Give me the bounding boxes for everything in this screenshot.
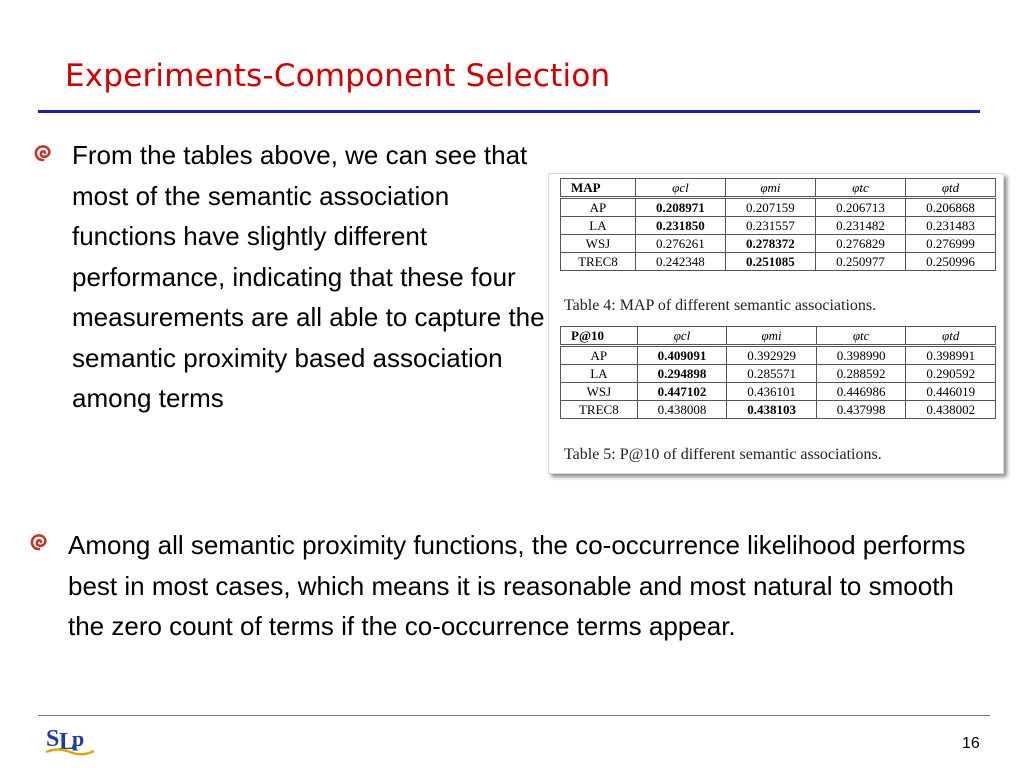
table-row (561, 235, 996, 253)
p10-table (560, 326, 996, 419)
slide-title: Experiments-Component Selection (65, 58, 611, 94)
table-row-label: TREC8 (561, 253, 636, 271)
table-caption-p10: Table 5: P@10 of different semantic associations. (564, 446, 882, 463)
bullet-text-1: From the tables above, we can see that most of the semantic association functions have slightly different performance, indicating that these four measurements are all able to capture the semantic proximity based association among terms (72, 140, 545, 413)
table-header-function: φmi (727, 327, 817, 346)
table-row-label: LA (561, 217, 636, 235)
table-cell: 0.446019 (906, 383, 996, 401)
table-cell: 0.231850 (635, 217, 725, 235)
table-cell: 0.288592 (816, 365, 906, 383)
table-row (561, 253, 996, 271)
table-cell: 0.285571 (727, 365, 817, 383)
table-cell: 0.409091 (637, 346, 727, 365)
table-row (561, 365, 996, 383)
table-header-metric: P@10 (561, 327, 638, 346)
table-cell: 0.242348 (635, 253, 725, 271)
table-cell: 0.398991 (906, 346, 996, 365)
table-caption-map: Table 4: MAP of different semantic associations. (564, 297, 877, 314)
table-row-label: WSJ (561, 235, 636, 253)
table-row-label: AP (561, 346, 638, 365)
table-cell: 0.398990 (816, 346, 906, 365)
table-cell: 0.206713 (815, 198, 905, 217)
page-number: 16 (962, 735, 980, 752)
table-cell: 0.207159 (725, 198, 815, 217)
table-cell: 0.231557 (725, 217, 815, 235)
table-cell: 0.231483 (905, 217, 995, 235)
table-header-function: φtd (905, 179, 995, 198)
results-tables-panel (548, 173, 1004, 474)
table-cell: 0.250996 (905, 253, 995, 271)
table-cell: 0.276261 (635, 235, 725, 253)
table-cell: 0.392929 (727, 346, 817, 365)
title-underline (38, 110, 980, 113)
table-row (561, 217, 996, 235)
table-row-label: TREC8 (561, 401, 638, 419)
table-cell: 0.438008 (637, 401, 727, 419)
table-header-function: φtd (906, 327, 996, 346)
table-cell: 0.206868 (905, 198, 995, 217)
table-cell: 0.437998 (816, 401, 906, 419)
table-row (561, 383, 996, 401)
slp-logo (44, 722, 96, 758)
table-cell: 0.438103 (727, 401, 817, 419)
table-row-label: LA (561, 365, 638, 383)
svg-text:S: S (46, 726, 60, 752)
swirl-bullet-icon (34, 144, 52, 162)
table-cell: 0.278372 (725, 235, 815, 253)
table-row-label: WSJ (561, 383, 638, 401)
table-cell: 0.438002 (906, 401, 996, 419)
table-header-function: φtc (816, 327, 906, 346)
table-cell: 0.290592 (906, 365, 996, 383)
table-cell: 0.447102 (637, 383, 727, 401)
table-header-function: φtc (815, 179, 905, 198)
table-cell: 0.436101 (727, 383, 817, 401)
table-cell: 0.208971 (635, 198, 725, 217)
swirl-bullet-icon (30, 533, 48, 551)
table-row-label: AP (561, 198, 636, 217)
table-header-function: φmi (725, 179, 815, 198)
table-header-function: φcl (637, 327, 727, 346)
table-row (561, 401, 996, 419)
table-cell: 0.231482 (815, 217, 905, 235)
map-table (560, 178, 996, 271)
table-cell: 0.446986 (816, 383, 906, 401)
table-cell: 0.250977 (815, 253, 905, 271)
table-cell: 0.276999 (905, 235, 995, 253)
table-cell: 0.251085 (725, 253, 815, 271)
table-header-metric: MAP (561, 179, 636, 198)
table-header-function: φcl (635, 179, 725, 198)
footer-rule (38, 715, 990, 716)
table-row (561, 346, 996, 365)
table-cell: 0.294898 (637, 365, 727, 383)
table-cell: 0.276829 (815, 235, 905, 253)
svg-text:L: L (59, 729, 76, 755)
table-row (561, 198, 996, 217)
bullet-text-2: Among all semantic proximity functions, the co-occurrence likelihood performs best in most cases, which means it is reasonable and most natural to smooth the zero count of terms if the co-occurrence terms appear. (68, 530, 966, 641)
svg-text:p: p (72, 726, 85, 751)
